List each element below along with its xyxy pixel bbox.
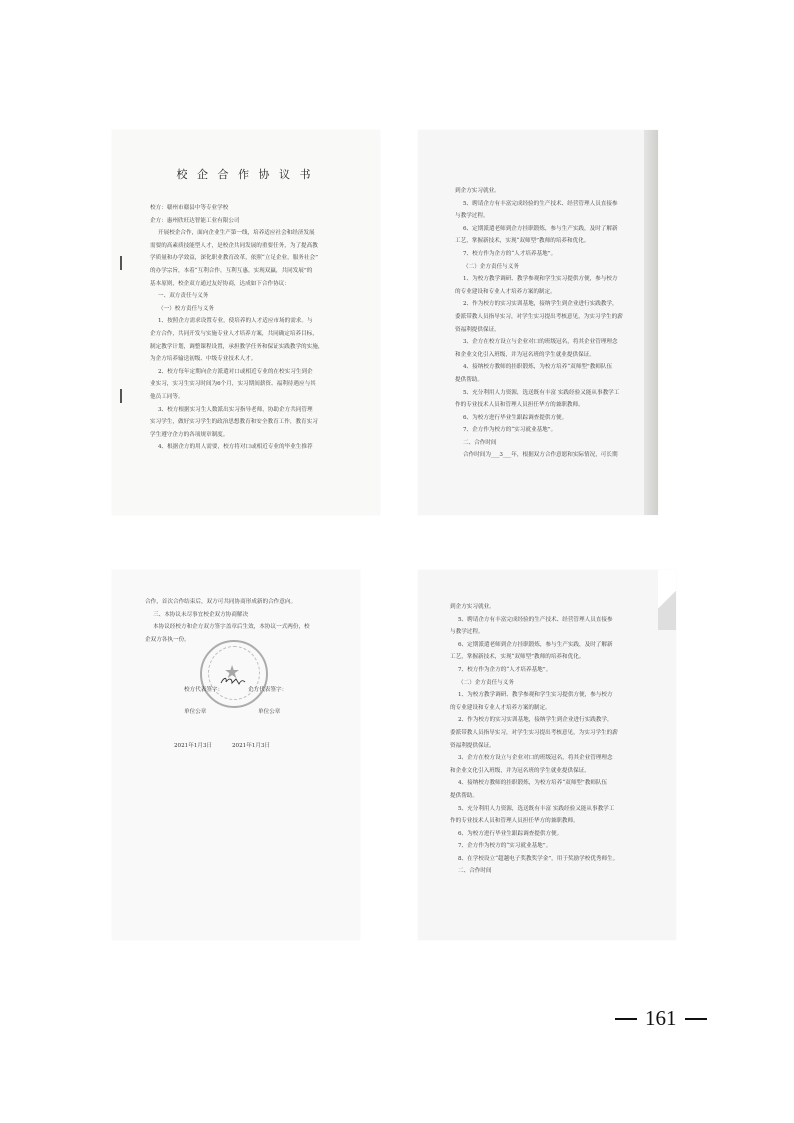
text-line: 校方：赣州市赣县中等专业学校: [150, 205, 229, 211]
text-line: 制定教学计划，调整课程设置，承担教学任务和保证实践教学的实施，: [150, 343, 324, 350]
text-line: 本协议经校方和企方双方签字盖章后生效，本协议一式两份，校: [153, 624, 310, 631]
section-heading: （一）校方责任与义务: [158, 305, 214, 312]
text-line: 工艺，掌握新技术，实现“双师型”教师的培养和优化。: [450, 654, 585, 661]
text-line: 3、校方根据实习生人数派出实习指导老师，协助企方共同管理: [158, 406, 313, 413]
text-line: 实习学生，做好实习学生的政治思想教育和安全教育工作，教育实习: [150, 419, 318, 426]
text-line: 6、为校方进行毕业生跟踪调查提供方便。: [463, 414, 568, 421]
text-line: 业实习，实习生实习时间为6个月，实习期间薪资、福利待遇应与其: [150, 381, 316, 388]
text-line: 1、为校方教学调研、教学参观和学生实习提供方便，参与校方: [458, 692, 613, 699]
text-line: 2、作为校方的实习实训基地，接纳学生到企业进行实践教学，: [463, 301, 618, 308]
school-sign-date: 2021年1月3日: [174, 743, 213, 749]
dash-right: [685, 1018, 707, 1020]
text-line: 的专业建设和专业人才培养方案的制定。: [450, 704, 551, 711]
page-1-text: [150, 202, 350, 454]
page-2-text: [455, 185, 655, 462]
text-line: 的办学宗旨，本着“互利合作，互利互惠，实现双赢，共同发展”的: [150, 267, 313, 274]
text-line: 和企业文化引入班级，并为冠名班的学生就业提供保证。: [450, 767, 590, 774]
section-heading: 二、合作时间: [463, 439, 497, 446]
text-line: 到企方实习就业。: [455, 188, 500, 194]
text-line: 基本原则，校企双方通过友好协商，达成如下合作协议：: [150, 280, 290, 287]
section-heading: 三、本协议未尽事宜校企双方协商解决: [153, 611, 249, 618]
text-line: 4、根据企方的用人需要，校方将对口或相近专业的毕业生推荐: [158, 444, 313, 451]
company-sign-date: 2021年1月3日: [232, 743, 271, 749]
text-line: 为企方培养输送初级、中级专业技术人才。: [150, 356, 257, 363]
text-line: 5、聘请企方有丰富完成经验的生产技术、经营管理人员直接参: [463, 200, 618, 207]
page-number-value: 161: [645, 1006, 677, 1030]
text-line: 企方合作，共同开发与实施专业人才培养方案，共同确定培养目标，: [150, 330, 318, 337]
text-line: 2、校方每年定期向企方派遣对口或相近专业的在校实习生到企: [158, 368, 313, 375]
text-line: 提供帮助。: [455, 376, 483, 383]
page-3-text: [145, 596, 345, 646]
text-line: 7、校方作为企方的“人才培养基地”。: [458, 666, 552, 673]
text-line: 合作，首次合作结束后，双方可共同协商形成新的合作意向。: [145, 599, 297, 605]
section-heading: 二、合作时间: [458, 868, 492, 875]
text-line: 6、定期派遣老师到企方挂职锻炼，参与生产实践，及时了解新: [463, 225, 618, 232]
school-seal-label: 单位公章: [184, 709, 207, 715]
text-line: 5、充分利用人力资源，选送既有丰富 实践经验又能从事教学工: [463, 389, 620, 396]
margin-mark: [120, 256, 122, 270]
text-line: 7、校方作为企方的“人才培养基地”。: [463, 250, 557, 257]
text-line: 8、在学校设立“超越电子奖教奖学金”，用于奖励学校优秀师生。: [458, 855, 619, 862]
agreement-title: 校 企 合 作 协 议 书: [176, 168, 314, 181]
text-line: 5、充分利用人力资源，选送既有丰富 实践经验又能从事教学工: [458, 805, 615, 812]
text-line: 工艺，掌握新技术，实现“双师型”教师的培养和优化。: [455, 238, 590, 245]
text-line: 需要的高素质技能型人才，是校企共同发展的重要任务，为了提高教: [150, 242, 318, 249]
section-heading: （二）企方责任与义务: [463, 263, 519, 270]
text-line: 7、企方作为校方的“实习就业基地”。: [463, 427, 557, 434]
page-number: [607, 1006, 715, 1031]
company-seal-label: 单位公章: [258, 709, 281, 715]
section-heading: （二）企方责任与义务: [458, 679, 514, 686]
text-line: 3、企方在校方设立与企业对口的班级冠名，将其企业管理理念: [463, 339, 618, 346]
text-line: 委派带教人员指导实习，对学生实习提出考核意见，为实习学生的薪: [455, 313, 623, 320]
text-line: 6、定期派遣老师到企方挂职锻炼，参与生产实践，及时了解新: [458, 641, 613, 648]
text-line: 提供帮助。: [450, 792, 478, 799]
seal-star-icon: ★: [224, 662, 241, 683]
text-line: 与教学过程。: [455, 213, 489, 220]
text-line: 企双方各执一份。: [145, 636, 190, 643]
text-line: 1、按照企方需求设置专业，使培养的人才适应市场的需求。与: [158, 318, 313, 325]
text-line: 作的专业技术人员和管理人员担任华方的兼职教师。: [450, 818, 579, 825]
text-line: 开展校企合作，面向企业生产第一线，培养适应社会和经济发展: [158, 230, 315, 237]
dash-left: [615, 1018, 637, 1020]
page-4-text: [450, 601, 665, 878]
company-rep-label: 企方代表签字：: [248, 687, 288, 693]
section-heading: 一、双方责任与义务: [158, 293, 209, 300]
text-line: 5、聘请企方有丰富完成经验的生产技术、经营管理人员直接参: [458, 616, 613, 623]
text-line: 作的专业技术人员和管理人员担任华方的兼职教师。: [455, 402, 584, 409]
official-seal-stamp: [200, 640, 268, 708]
text-line: 3、企方在校方设立与企业对口的班级冠名，将其企业管理理念: [458, 755, 613, 762]
text-line: 和企业文化引入班级，并为冠名班的学生就业提供保证。: [455, 351, 595, 358]
handwritten-signature: [220, 676, 246, 686]
text-line: 到企方实习就业。: [450, 604, 495, 610]
margin-mark: [120, 389, 122, 403]
text-line: 合作时间为___3___年，根据双方合作意愿和实际情况，可长期: [463, 452, 618, 459]
text-line: 资福利提供保证。: [450, 742, 495, 749]
text-line: 企方：惠州欣旺达智能工业有限公司: [150, 217, 240, 224]
text-line: 7、企方作为校方的“实习就业基地”。: [458, 843, 552, 850]
text-line: 与教学过程。: [450, 629, 484, 636]
text-line: 的专业建设和专业人才培养方案的制定。: [455, 288, 556, 295]
text-line: 学质量和办学效益，深化职业教育改革，依照“立足企业，服务社会”: [150, 255, 318, 262]
text-line: 资福利提供保证。: [455, 326, 500, 333]
text-line: 学生遵守企方的各项规章制度。: [150, 431, 229, 438]
text-line: 4、接纳校方教师的挂职锻炼，为校方培养“双师型”教师队伍: [458, 780, 608, 787]
text-line: 委派带教人员指导实习，对学生实习提出考核意见，为实习学生的薪: [450, 729, 618, 736]
school-rep-label: 校方代表签字：: [184, 687, 224, 693]
text-line: 2、作为校方的实习实训基地，接纳学生到企业进行实践教学，: [458, 717, 613, 724]
text-line: 4、接纳校方教师的挂职锻炼，为校方培养“双师型”教师队伍: [463, 364, 613, 371]
text-line: 1、为校方教学调研、教学参观和学生实习提供方便，参与校方: [463, 276, 618, 283]
text-line: 6、为校方进行毕业生跟踪调查提供方便。: [458, 830, 563, 837]
text-line: 他员工同等。: [150, 393, 184, 400]
